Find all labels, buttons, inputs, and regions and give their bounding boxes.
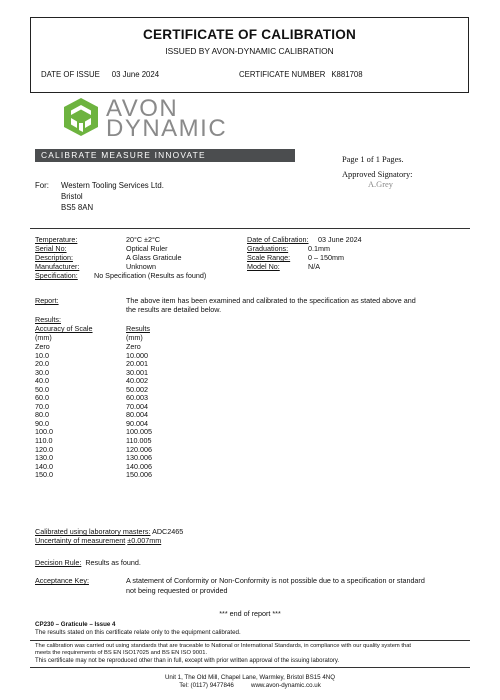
date-of-issue (41, 70, 171, 79)
graduations-value: 0.1mm (308, 244, 330, 253)
model-label: Model No: (247, 262, 280, 271)
acceptance-key-line2: not being requested or provided (126, 586, 228, 595)
end-of-report: *** end of report *** (219, 609, 281, 618)
results-value-cell: 130.006 (126, 453, 152, 463)
certificate-number-label: CERTIFICATE NUMBER (239, 70, 326, 79)
results-row (0, 471, 300, 480)
results-value-cell: 30.001 (126, 367, 148, 377)
date-of-issue-value: 03 June 2024 (111, 70, 160, 79)
logo-tagline: CALIBRATE MEASURE INNOVATE (35, 149, 295, 162)
results-accuracy-cell: 120.0 (35, 444, 53, 454)
report-text-line2: the results are detailed below. (126, 305, 222, 314)
certificate-title: CERTIFICATE OF CALIBRATION (142, 27, 357, 42)
acceptance-key-line1: A statement of Conformity or Non-Conformity is not possible due to a specification or standard (126, 576, 425, 585)
results-label: Results: (35, 315, 61, 324)
results-value-cell: 150.006 (126, 470, 152, 480)
certificate-number-value: K881708 (331, 70, 363, 79)
report-text-line1: The above item has been examined and calibrated to the specification as stated above and (126, 296, 416, 305)
date-of-calibration-label: Date of Calibration: (247, 235, 309, 244)
approved-signatory-label: Approved Signatory: (342, 170, 413, 179)
temperature-label: Temperature: (35, 235, 78, 244)
customer-name: Western Tooling Services Ltd. (61, 181, 164, 190)
uncertainty (35, 537, 161, 546)
page-count: Page 1 of 1 Pages. (342, 155, 404, 164)
results-value-cell: 40.002 (126, 376, 148, 386)
specification-label: Specification: (35, 271, 78, 280)
certificate-header (30, 17, 469, 93)
scale-range-label: Scale Range: (247, 253, 291, 262)
serial-label: Serial No: (35, 244, 67, 253)
results-value-cell: 110.005 (126, 436, 152, 446)
results-accuracy-cell: 10.0 (35, 350, 49, 360)
signatory-signature: A.Grey (368, 180, 393, 189)
footer-divider-2 (30, 667, 470, 668)
results-value-cell: 70.004 (126, 401, 148, 411)
issuer-line: ISSUED BY AVON-DYNAMIC CALIBRATION (165, 46, 334, 56)
results-value-cell: 60.003 (126, 393, 148, 403)
results-accuracy-cell: 150.0 (35, 470, 53, 480)
manufacturer-label: Manufacturer: (35, 262, 80, 271)
acceptance-key-label: Acceptance Key: (35, 576, 89, 585)
date-of-calibration-value: 03 June 2024 (318, 235, 362, 244)
decision-rule-label: Decision Rule: (35, 558, 82, 567)
customer-city: Bristol (61, 192, 83, 201)
results-accuracy-cell: 110.0 (35, 436, 53, 446)
avon-dynamic-logo-icon (62, 97, 100, 137)
results-value-cell: 20.001 (126, 359, 148, 369)
results-accuracy-cell: 100.0 (35, 427, 53, 437)
results-accuracy-cell: 50.0 (35, 384, 49, 394)
divider (30, 228, 470, 229)
results-accuracy-cell: Zero (35, 342, 50, 351)
results-value-cell: 120.006 (126, 444, 152, 454)
results-value-cell: 100.005 (126, 427, 152, 437)
results-value-cell: 50.002 (126, 384, 148, 394)
model-value: N/A (308, 262, 320, 271)
results-accuracy-cell: 90.0 (35, 418, 49, 428)
description-label: Description: (35, 253, 73, 262)
serial-value: Optical Ruler (126, 244, 168, 253)
results-accuracy-cell: 60.0 (35, 393, 49, 403)
results-accuracy-cell: 40.0 (35, 376, 49, 386)
results-value-cell: 140.006 (126, 461, 152, 471)
company-contact: Tel: (0117) 9477846 www.avon-dynamic.co.uk (179, 682, 321, 689)
date-of-issue-label: DATE OF ISSUE (41, 70, 100, 79)
certificate-number (239, 70, 363, 79)
results-accuracy-cell: 20.0 (35, 359, 49, 369)
specification-value: No Specification (Results as found) (94, 271, 207, 280)
footer-note-standards: meets the requirements of BS EN ISO17025 and BS EN ISO 9001. (35, 650, 208, 656)
manufacturer-value: Unknown (126, 262, 156, 271)
uncertainty-value: ±0.007mm (127, 536, 162, 545)
results-accuracy-cell: 130.0 (35, 453, 53, 463)
graduations-label: Graduations: (247, 244, 289, 253)
results-col2-unit: (mm) (126, 333, 143, 342)
footer-note-traceability: The calibration was carried out using standards that are traceable to National or International Standards, in compliance with our quality system that (35, 643, 412, 649)
footer-note-reproduction: This certificate may not be reproduced other than in full, except with prior written approval of the issuing laboratory. (35, 658, 340, 664)
report-label: Report: (35, 296, 59, 305)
description-value: A Glass Graticule (126, 253, 182, 262)
results-col1-unit: (mm) (35, 333, 52, 342)
customer-postcode: BS5 8AN (61, 203, 94, 212)
decision-rule-value: Results as found. (85, 558, 141, 567)
results-table (0, 343, 300, 480)
logo-word-dynamic: DYNAMIC (106, 115, 228, 142)
results-col2-header: Results (126, 324, 150, 333)
temperature-value: 20°C ±2°C (126, 235, 161, 244)
results-accuracy-cell: 140.0 (35, 461, 53, 471)
results-col1-header: Accuracy of Scale (35, 324, 93, 333)
results-value-cell: 10.000 (126, 350, 148, 360)
results-accuracy-cell: 70.0 (35, 401, 49, 411)
results-accuracy-cell: 30.0 (35, 367, 49, 377)
results-value-cell: 80.004 (126, 410, 148, 420)
results-value-cell: 90.004 (126, 418, 148, 428)
scale-range-value: 0 – 150mm (308, 253, 344, 262)
form-code: CP230 – Graticule – Issue 4 (35, 621, 116, 628)
footer-note-equipment: The results stated on this certificate relate only to the equipment calibrated. (35, 629, 241, 636)
laboratory-masters-value: ADC2465 (152, 527, 184, 536)
uncertainty-label: Uncertainty of measurement (35, 536, 126, 545)
for-label: For: (35, 181, 49, 190)
logo-word-avon: AVON (106, 95, 179, 122)
results-value-cell: Zero (126, 342, 141, 351)
decision-rule (35, 559, 141, 568)
laboratory-masters-label: Calibrated using laboratory masters: (35, 527, 151, 536)
footer-divider (30, 640, 470, 641)
company-address: Unit 1, The Old Mill, Chapel Lane, Warmley, Bristol BS15 4NQ (164, 674, 336, 681)
results-accuracy-cell: 80.0 (35, 410, 49, 420)
